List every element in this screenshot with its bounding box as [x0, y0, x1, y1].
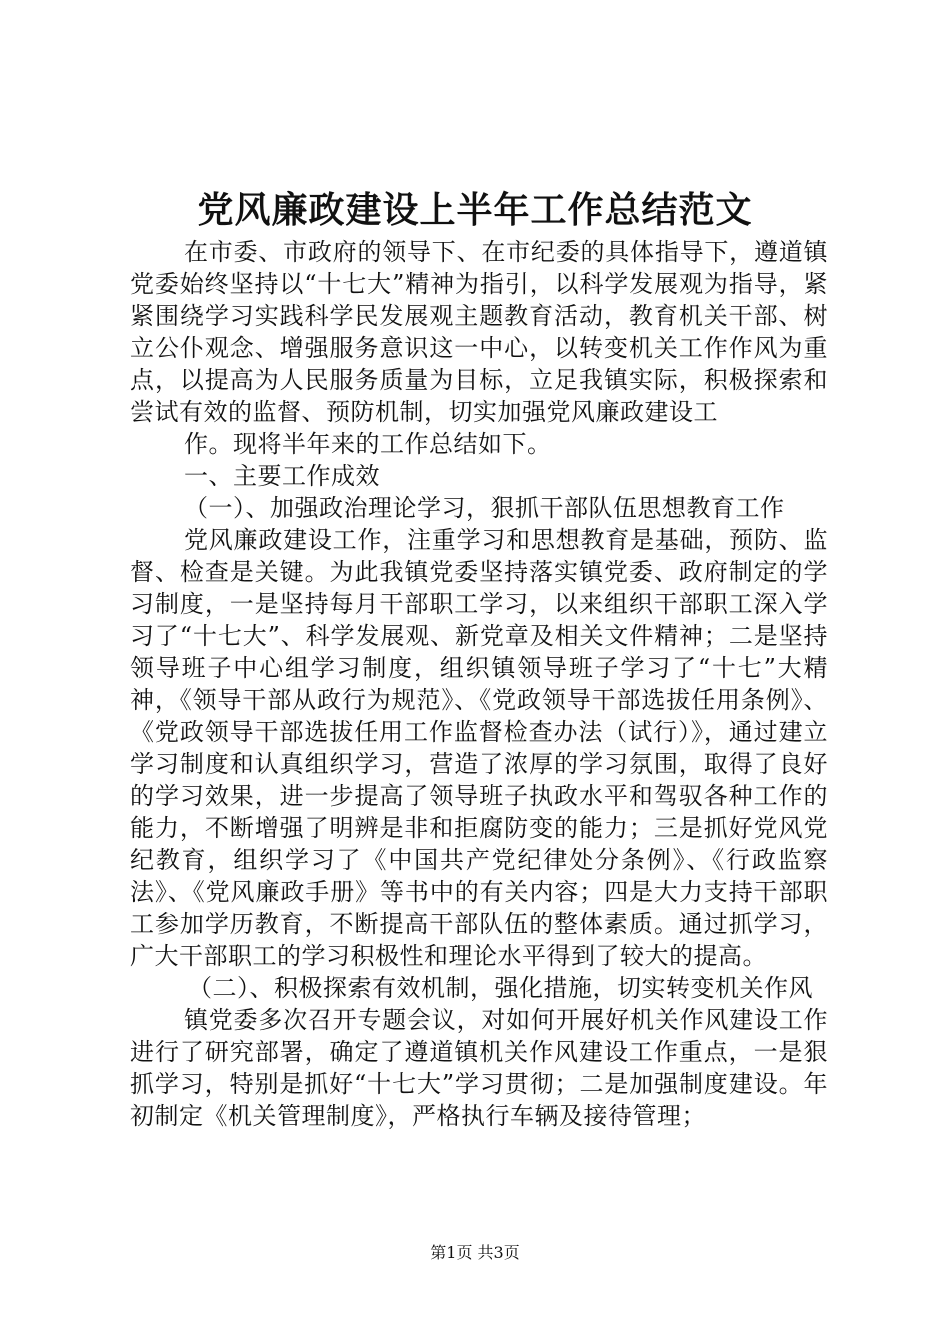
document-title: 党风廉政建设上半年工作总结范文 [197, 189, 753, 231]
section-heading: 一、主要工作成效 [184, 462, 380, 490]
page-footer: 第1页 共3页 [430, 1243, 520, 1262]
paragraph-intro: 在市委、市政府的领导下、在市纪委的具体指导下，遵道镇党委始终坚持以“十七大”精神为指引，以科学发展观为指导，紧紧围绕学习实践科学民发展观主题教育活动，教育机关干部、树立公仆观念、增强服务意识这一中心，以转变机关工作作风为重点，以提高为人民服务质量为目标，立足我镇实际，积极探索和尝试有效的监督、预防机制，切实加强党风廉政建设工 [130, 238, 828, 426]
paragraph-intro-continued: 作。现将半年来的工作总结如下。 [184, 430, 552, 458]
subsection-heading-1: （一）、加强政治理论学习，狠抓干部队伍思想教育工作 [184, 494, 785, 522]
paragraph-work-style: 镇党委多次召开专题会议，对如何开展好机关作风建设工作进行了研究部署，确定了遵道镇机关作风建设工作重点，一是狠抓学习，特别是抓好“十七大”学习贯彻；二是加强制度建设。年初制定《机关管理制度》，严格执行车辆及接待管理； [130, 1006, 828, 1130]
subsection-heading-2: （二）、积极探索有效机制，强化措施，切实转变机关作风 [188, 974, 813, 1002]
paragraph-study: 党风廉政建设工作，注重学习和思想教育是基础，预防、监督、检查是关键。为此我镇党委坚持落实镇党委、政府制定的学习制度，一是坚持每月干部职工学习，以来组织干部职工深入学习了“十七大”、科学发展观、新党章及相关文件精神；二是坚持领导班子中心组学习制度，组织镇领导班子学习了“十七”大精神，《领导干部从政行为规范》、《党政领导干部选拔任用条例》、《党政领导干部选拔任用工作监督检查办法（试行）》，通过建立学习制度和认真组织学习，营造了浓厚的学习氛围，取得了良好的学习效果，进一步提高了领导班子执政水平和驾驭各种工作的能力，不断增强了明辨是非和拒腐防变的能力；三是抓好党风党纪教育，组织学习了《中国共产党纪律处分条例》、《行政监察法》、《党风廉政手册》等书中的有关内容；四是大力支持干部职工参加学历教育，不断提高干部队伍的整体素质。通过抓学习，广大干部职工的学习积极性和理论水平得到了较大的提高。 [130, 526, 828, 970]
document-body [130, 236, 828, 1132]
